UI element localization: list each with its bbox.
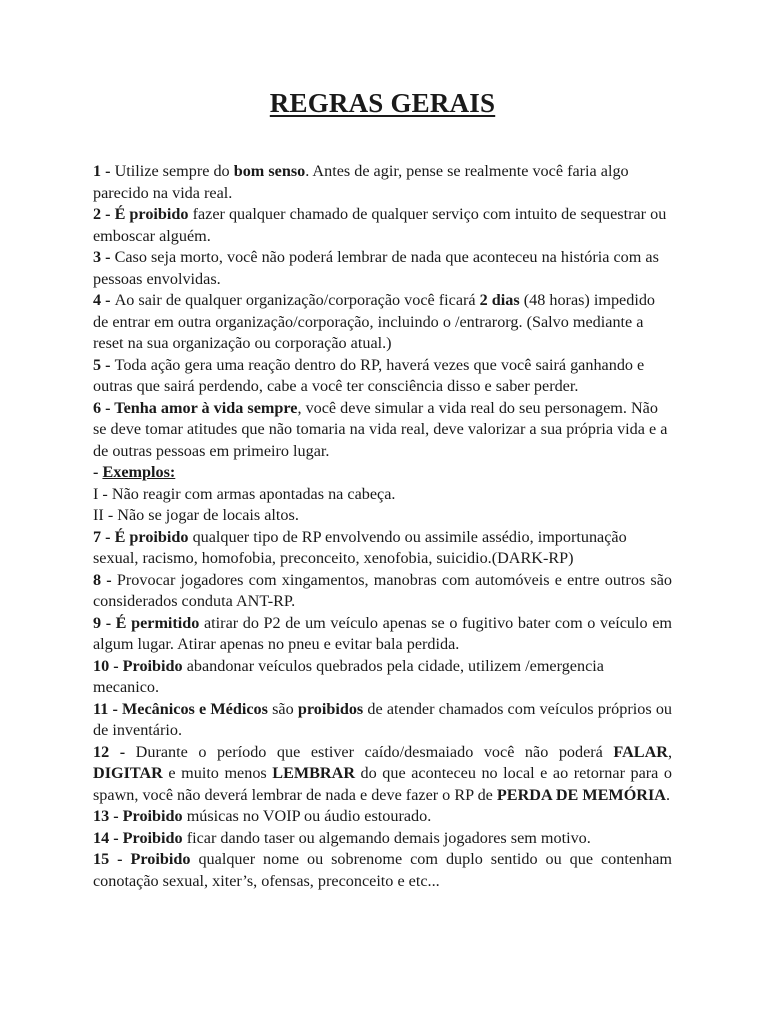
rule-text: I - Não reagir com armas apontadas na cabeça. (93, 484, 396, 503)
rule-bold-text: 9 - É permitido (93, 613, 200, 632)
rule-bold-text: FALAR (613, 742, 668, 761)
rule-paragraph (93, 570, 672, 613)
rule-bold-text: 13 - Proibido (93, 807, 183, 825)
rule-text: Ao sair de qualquer organização/corporação você ficará (114, 291, 480, 309)
rule-text: Caso seja morto, você não poderá lembrar de nada que aconteceu na história com as pessoas envolvidas. (93, 248, 659, 288)
rule-paragraph (93, 204, 672, 247)
rule-bold-text: 15 - Proibido (93, 850, 191, 868)
rule-paragraph (93, 462, 672, 484)
rule-paragraph (93, 699, 672, 742)
rule-bold-text: 10 - Proibido (93, 656, 183, 675)
rule-text: Utilize sempre do (114, 162, 234, 180)
rule-bold-text: proibidos (297, 699, 364, 718)
rules-list (93, 161, 672, 892)
rule-paragraph (93, 849, 672, 892)
rule-text: ficar dando taser ou algemando demais jogadores sem motivo. (182, 828, 591, 847)
rule-text: são (267, 699, 298, 718)
rule-paragraph (93, 290, 672, 355)
rule-bold-text: - (93, 463, 103, 481)
rule-text: Provocar jogadores com xingamentos, manobras com automóveis e entre outros são considerados conduta ANT-RP. (93, 570, 672, 610)
rule-bold-text: 11 - Mecânicos e Médicos (93, 699, 268, 718)
rule-bold-text: LEMBRAR (272, 764, 356, 782)
rule-paragraph (93, 355, 672, 398)
rule-bold-text: 7 - É proibido (93, 527, 189, 546)
rule-text: , (667, 742, 673, 761)
rule-text: do que aconteceu no local e ao retornar para o spawn, você não deverá lembrar de nada e deve fazer o RP de (93, 764, 672, 804)
rule-text: músicas no VOIP ou áudio estourado. (182, 807, 432, 825)
rule-paragraph (93, 398, 672, 463)
rule-paragraph (93, 828, 672, 850)
rule-bold-text: 3 - (93, 248, 115, 266)
rule-paragraph (93, 742, 672, 807)
rule-paragraph (93, 484, 672, 506)
rule-bold-text: 6 - Tenha amor à vida sempre (93, 398, 298, 417)
rule-text: Toda ação gera uma reação dentro do RP, haverá vezes que você sairá ganhando e outras que sairá perdendo, cabe a você ter consciência disso e saber perder. (93, 355, 645, 395)
rule-text: Durante o período que estiver caído/desmaiado você não poderá (135, 742, 614, 761)
rule-paragraph (93, 161, 672, 204)
rule-paragraph (93, 806, 672, 828)
rule-text: fazer qualquer chamado de qualquer serviço com intuito de sequestrar ou emboscar alguém. (93, 205, 667, 245)
rule-bold-text: Exemplos: (102, 463, 176, 481)
rule-bold-text: DIGITAR (93, 764, 163, 782)
rule-bold-text: 4 - (93, 291, 115, 309)
rule-paragraph (93, 505, 672, 527)
rule-text: . (665, 785, 671, 804)
rule-bold-text: 2 - É proibido (93, 205, 189, 223)
rule-text: de atender chamados com veículos próprios ou de inventário. (93, 699, 673, 739)
rule-bold-text: 2 dias (479, 291, 520, 309)
rule-paragraph (93, 656, 672, 699)
rule-text: qualquer tipo de RP envolvendo ou assimile assédio, importunação sexual, racismo, homofobia, preconceito, xenofobia, suicidio.(DARK-RP) (93, 527, 627, 567)
rule-text: atirar do P2 de um veículo apenas se o fugitivo bater com o veículo em algum lugar. Atirar apenas no pneu e evitar bala perdida. (93, 613, 672, 653)
rule-text: II - Não se jogar de locais altos. (93, 506, 299, 524)
rule-paragraph (93, 527, 672, 570)
rule-bold-text: bom senso (233, 162, 306, 180)
rule-text: e muito menos (162, 764, 273, 782)
rule-paragraph (93, 613, 672, 656)
rule-text: abandonar veículos quebrados pela cidade, utilizem /emergencia mecanico. (93, 656, 604, 696)
rule-bold-text: 12 - (93, 742, 136, 761)
rule-text: qualquer nome ou sobrenome com duplo sentido ou que contenham conotação sexual, xiter’s, ofensas, preconceito e etc... (93, 850, 673, 890)
rule-text: (48 horas) impedido de entrar em outra organização/corporação, incluindo o /entrarorg. (Salvo mediante a reset na sua organização ou corporação atual.) (93, 291, 656, 352)
rule-text: . Antes de agir, pense se realmente você faria algo parecido na vida real. (93, 162, 629, 202)
rule-bold-text: PERDA DE MEMÓRIA (496, 785, 666, 804)
rule-paragraph (93, 247, 672, 290)
rule-bold-text: 5 - (93, 355, 115, 374)
rule-bold-text: 14 - Proibido (93, 828, 183, 847)
page-title: REGRAS GERAIS (269, 88, 496, 118)
rule-bold-text: 8 - (93, 570, 117, 589)
rule-bold-text: 1 - (93, 162, 115, 180)
rule-text: , você deve simular a vida real do seu personagem. Não se deve tomar atitudes que não tomaria na vida real, deve valorizar a sua própria vida e a de outras pessoas em primeiro lugar. (93, 398, 668, 460)
